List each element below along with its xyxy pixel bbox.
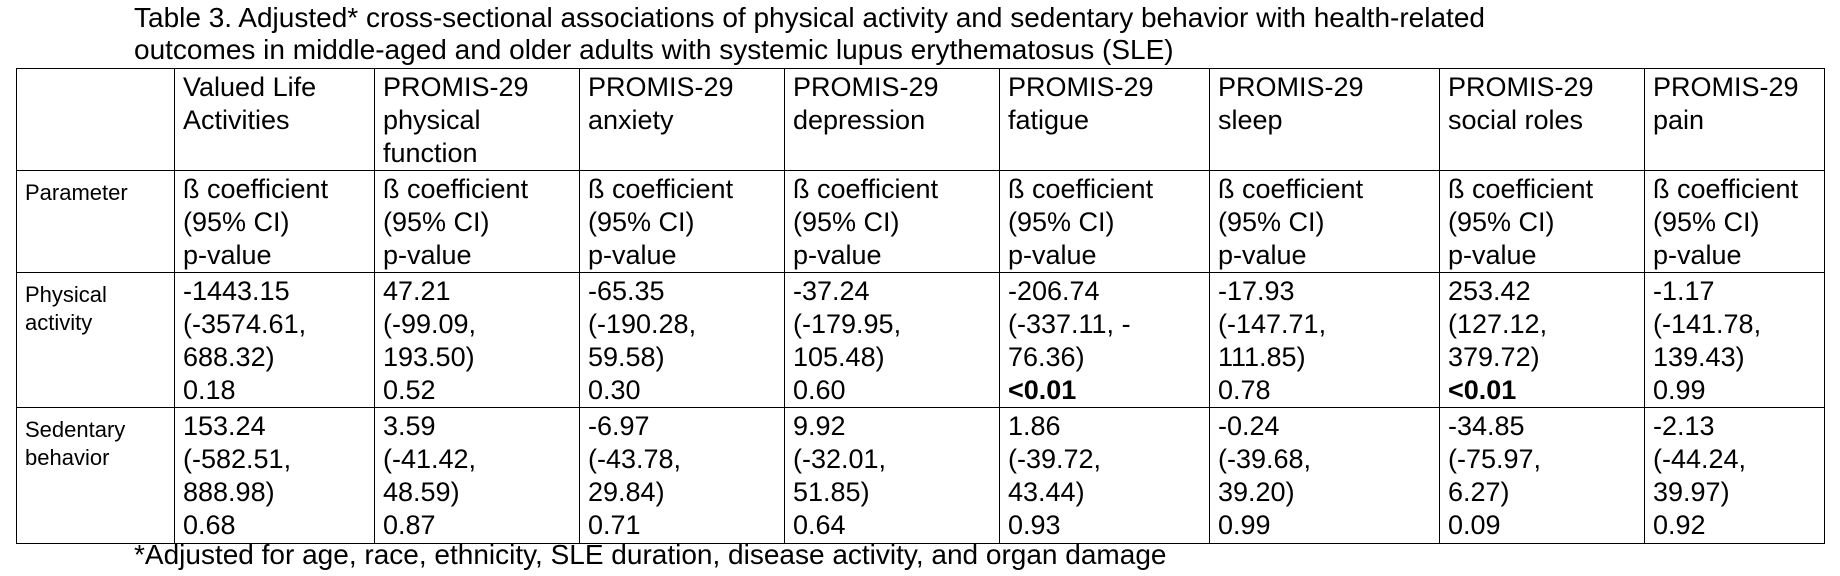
- estimate-line: 111.85): [1218, 342, 1306, 372]
- estimate-line: (-32.01,: [793, 444, 887, 474]
- result-cell: [1000, 408, 1210, 544]
- row-label-line: behavior: [25, 445, 110, 470]
- estimate-line: 48.59): [383, 477, 460, 507]
- estimate-line: -6.97: [588, 411, 650, 441]
- stat-label-line: ß coefficient: [1008, 174, 1154, 204]
- p-value: 0.92: [1653, 510, 1706, 540]
- column-header: [1645, 69, 1825, 171]
- column-header: [375, 69, 580, 171]
- estimate-line: (-39.72,: [1008, 444, 1102, 474]
- result-cell: [1210, 408, 1440, 544]
- estimate-line: -37.24: [793, 276, 870, 306]
- stat-label-cell: [580, 171, 785, 273]
- estimate-line: 76.36): [1008, 342, 1085, 372]
- column-header-line: PROMIS-29: [1653, 72, 1799, 102]
- column-header-line: physical: [383, 105, 481, 135]
- p-value: 0.64: [793, 510, 846, 540]
- column-header: [580, 69, 785, 171]
- result-cell: [1000, 273, 1210, 408]
- p-value: 0.60: [793, 375, 846, 405]
- result-cell: [580, 273, 785, 408]
- estimate-line: 29.84): [588, 477, 665, 507]
- stat-label-line: (95% CI): [183, 207, 290, 237]
- estimate-line: -2.13: [1653, 411, 1715, 441]
- stat-label-line: ß coefficient: [383, 174, 529, 204]
- stat-label-line: (95% CI): [1653, 207, 1760, 237]
- p-value: 0.78: [1218, 375, 1271, 405]
- estimate-line: (-75.97,: [1448, 444, 1542, 474]
- column-header-line: Activities: [183, 105, 290, 135]
- stat-label-cell: [785, 171, 1000, 273]
- column-header-line: PROMIS-29: [588, 72, 734, 102]
- stat-label-line: ß coefficient: [793, 174, 939, 204]
- column-header-line: anxiety: [588, 105, 674, 135]
- estimate-line: 379.72): [1448, 342, 1540, 372]
- estimate-line: 47.21: [383, 276, 451, 306]
- estimate-line: -1443.15: [183, 276, 290, 306]
- result-cell: [175, 408, 375, 544]
- estimate-line: 139.43): [1653, 342, 1745, 372]
- p-value: 0.09: [1448, 510, 1501, 540]
- stat-label-line: (95% CI): [1008, 207, 1115, 237]
- estimate-line: (-179.95,: [793, 309, 902, 339]
- stat-label-line: p-value: [588, 240, 677, 270]
- parameter-label-cell: [17, 171, 175, 273]
- estimate-line: (-190.28,: [588, 309, 697, 339]
- column-header-line: pain: [1653, 105, 1705, 135]
- p-value: 0.71: [588, 510, 641, 540]
- result-cell: [1645, 408, 1825, 544]
- table-title: [134, 2, 1734, 66]
- estimate-line: 6.27): [1448, 477, 1510, 507]
- estimate-line: 3.59: [383, 411, 436, 441]
- estimate-line: (-43.78,: [588, 444, 682, 474]
- column-header-line: PROMIS-29: [1448, 72, 1594, 102]
- p-value: <0.01: [1448, 375, 1517, 405]
- estimate-line: 688.32): [183, 342, 275, 372]
- p-value: 0.68: [183, 510, 236, 540]
- table-title-line-2: outcomes in middle-aged and older adults with systemic lupus erythematosus (SLE): [134, 34, 1174, 65]
- column-header: [1000, 69, 1210, 171]
- column-header: [1440, 69, 1645, 171]
- result-cell: [375, 273, 580, 408]
- p-value: 0.99: [1653, 375, 1706, 405]
- row-label-line: activity: [25, 310, 93, 335]
- estimate-line: (-44.24,: [1653, 444, 1747, 474]
- column-header-line: social roles: [1448, 105, 1584, 135]
- empty-corner-cell: [17, 69, 175, 171]
- row-label-line: Sedentary: [25, 417, 126, 442]
- estimate-line: 9.92: [793, 411, 846, 441]
- row-label-cell: [17, 408, 175, 544]
- stat-label-line: (95% CI): [588, 207, 695, 237]
- parameter-label: Parameter: [25, 180, 128, 205]
- estimate-line: (-337.11, -: [1008, 309, 1131, 339]
- estimate-line: -0.24: [1218, 411, 1280, 441]
- column-header-line: fatigue: [1008, 105, 1090, 135]
- stat-label-cell: [375, 171, 580, 273]
- estimate-line: 1.86: [1008, 411, 1061, 441]
- stat-label-cell: [1000, 171, 1210, 273]
- results-table: [16, 68, 1825, 544]
- stat-label-line: ß coefficient: [588, 174, 734, 204]
- p-value: <0.01: [1008, 375, 1077, 405]
- estimate-line: 193.50): [383, 342, 475, 372]
- stat-label-row: [17, 171, 1825, 273]
- estimate-line: 105.48): [793, 342, 885, 372]
- estimate-line: (-41.42,: [383, 444, 477, 474]
- estimate-line: (-141.78,: [1653, 309, 1762, 339]
- stat-label-cell: [1440, 171, 1645, 273]
- result-cell: [1440, 273, 1645, 408]
- header-row: [17, 69, 1825, 171]
- row-label-line: Physical: [25, 282, 107, 307]
- p-value: 0.99: [1218, 510, 1271, 540]
- estimate-line: (-99.09,: [383, 309, 477, 339]
- table-title-line-1: Table 3. Adjusted* cross-sectional associations of physical activity and sedentary behavior with health-related: [134, 2, 1485, 33]
- result-cell: [785, 273, 1000, 408]
- estimate-line: 39.97): [1653, 477, 1730, 507]
- estimate-line: -65.35: [588, 276, 665, 306]
- column-header-line: sleep: [1218, 105, 1283, 135]
- stat-label-line: p-value: [383, 240, 472, 270]
- stat-label-line: p-value: [1218, 240, 1307, 270]
- column-header-line: depression: [793, 105, 926, 135]
- result-cell: [1210, 273, 1440, 408]
- stat-label-cell: [1645, 171, 1825, 273]
- estimate-line: (-3574.61,: [183, 309, 307, 339]
- column-header-line: PROMIS-29: [793, 72, 939, 102]
- stat-label-line: ß coefficient: [183, 174, 329, 204]
- result-cell: [1645, 273, 1825, 408]
- stat-label-line: ß coefficient: [1653, 174, 1799, 204]
- stat-label-line: p-value: [1448, 240, 1537, 270]
- column-header-line: PROMIS-29: [383, 72, 529, 102]
- row-label-cell: [17, 273, 175, 408]
- stat-label-line: ß coefficient: [1218, 174, 1364, 204]
- estimate-line: (127.12,: [1448, 309, 1548, 339]
- result-cell: [580, 408, 785, 544]
- p-value: 0.52: [383, 375, 436, 405]
- stat-label-line: (95% CI): [793, 207, 900, 237]
- stat-label-line: ß coefficient: [1448, 174, 1594, 204]
- stat-label-line: p-value: [183, 240, 272, 270]
- stat-label-line: (95% CI): [1218, 207, 1325, 237]
- stat-label-line: p-value: [1653, 240, 1742, 270]
- estimate-line: (-147.71,: [1218, 309, 1327, 339]
- column-header-line: PROMIS-29: [1218, 72, 1364, 102]
- table-footnote: *Adjusted for age, race, ethnicity, SLE duration, disease activity, and organ damage: [134, 539, 1167, 570]
- estimate-line: 43.44): [1008, 477, 1085, 507]
- result-cell: [1440, 408, 1645, 544]
- column-header: [785, 69, 1000, 171]
- estimate-line: -34.85: [1448, 411, 1525, 441]
- table-row: [17, 408, 1825, 544]
- estimate-line: (-582.51,: [183, 444, 292, 474]
- stat-label-line: p-value: [793, 240, 882, 270]
- p-value: 0.93: [1008, 510, 1061, 540]
- estimate-line: 253.42: [1448, 276, 1531, 306]
- estimate-line: -206.74: [1008, 276, 1100, 306]
- estimate-line: 39.20): [1218, 477, 1295, 507]
- table-row: [17, 273, 1825, 408]
- results-table-body: [17, 69, 1825, 544]
- column-header-line: function: [383, 138, 478, 168]
- estimate-line: -1.17: [1653, 276, 1715, 306]
- stat-label-line: p-value: [1008, 240, 1097, 270]
- column-header: [175, 69, 375, 171]
- stat-label-line: (95% CI): [1448, 207, 1555, 237]
- result-cell: [375, 408, 580, 544]
- column-header-line: Valued Life: [183, 72, 317, 102]
- estimate-line: 888.98): [183, 477, 275, 507]
- estimate-line: (-39.68,: [1218, 444, 1312, 474]
- p-value: 0.87: [383, 510, 436, 540]
- stat-label-cell: [175, 171, 375, 273]
- estimate-line: 59.58): [588, 342, 665, 372]
- result-cell: [785, 408, 1000, 544]
- stat-label-line: (95% CI): [383, 207, 490, 237]
- column-header-line: PROMIS-29: [1008, 72, 1154, 102]
- estimate-line: 153.24: [183, 411, 266, 441]
- p-value: 0.30: [588, 375, 641, 405]
- p-value: 0.18: [183, 375, 236, 405]
- column-header: [1210, 69, 1440, 171]
- estimate-line: 51.85): [793, 477, 870, 507]
- stat-label-cell: [1210, 171, 1440, 273]
- result-cell: [175, 273, 375, 408]
- estimate-line: -17.93: [1218, 276, 1295, 306]
